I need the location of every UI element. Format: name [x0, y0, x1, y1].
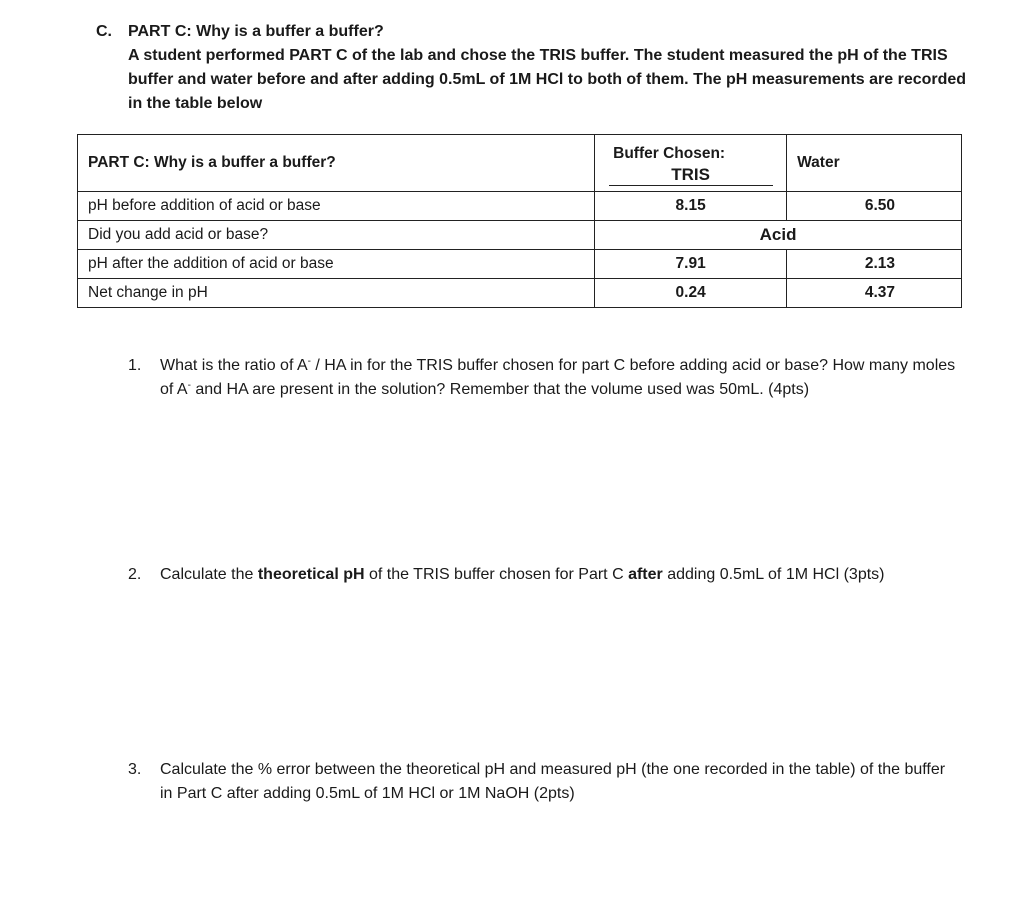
- question-number: 2.: [128, 566, 142, 583]
- buffer-value: 0.24: [595, 279, 787, 308]
- section-intro: A student performed PART C of the lab and chose the TRIS buffer. The student measured the pH of the TRIS buffer and water before and after adding 0.5mL of 1M HCl to both of them. The pH measurements are recorded in the table below: [128, 47, 967, 112]
- row-label: pH after the addition of acid or base: [78, 250, 595, 279]
- acid-or-base-value: Acid: [595, 221, 962, 250]
- question-text: Calculate the theoretical pH of the TRIS buffer chosen for Part C after adding 0.5mL of 1M HCl (3pts): [160, 566, 885, 583]
- water-value: 4.37: [787, 279, 962, 308]
- row-label: Did you add acid or base?: [78, 221, 595, 250]
- water-value: 6.50: [787, 192, 962, 221]
- water-value: 2.13: [787, 250, 962, 279]
- buffer-value: 7.91: [595, 250, 787, 279]
- table-row: [78, 250, 962, 279]
- question-text: Calculate the % error between the theoretical pH and measured pH (the one recorded in the table) of the buffer in Part C after adding 0.5mL of 1M HCl or 1M NaOH (2pts): [160, 761, 946, 802]
- question-text: What is the ratio of A- / HA in for the TRIS buffer chosen for part C before adding acid or base? How many moles of A- and HA are present in the solution? Remember that the volume used was 50mL. (4pts): [160, 356, 956, 398]
- section-title: PART C: Why is a buffer a buffer?: [128, 23, 384, 40]
- table-row: [78, 221, 962, 250]
- ph-measurements-table: [77, 134, 962, 308]
- row-label: Net change in pH: [78, 279, 595, 308]
- table-row: [78, 279, 962, 308]
- question-number: 3.: [128, 761, 142, 778]
- buffer-value: 8.15: [595, 192, 787, 221]
- header-buffer-chosen: [595, 135, 787, 192]
- question-number: 1.: [128, 357, 142, 374]
- buffer-chosen-value: TRIS: [609, 165, 773, 186]
- buffer-chosen-label: Buffer Chosen:: [613, 144, 726, 162]
- table-row: [78, 192, 962, 221]
- table-header-row: [78, 135, 962, 192]
- header-row-title: PART C: Why is a buffer a buffer?: [78, 135, 595, 192]
- header-water: Water: [787, 135, 962, 192]
- section-label: C.: [96, 23, 112, 40]
- row-label: pH before addition of acid or base: [78, 192, 595, 221]
